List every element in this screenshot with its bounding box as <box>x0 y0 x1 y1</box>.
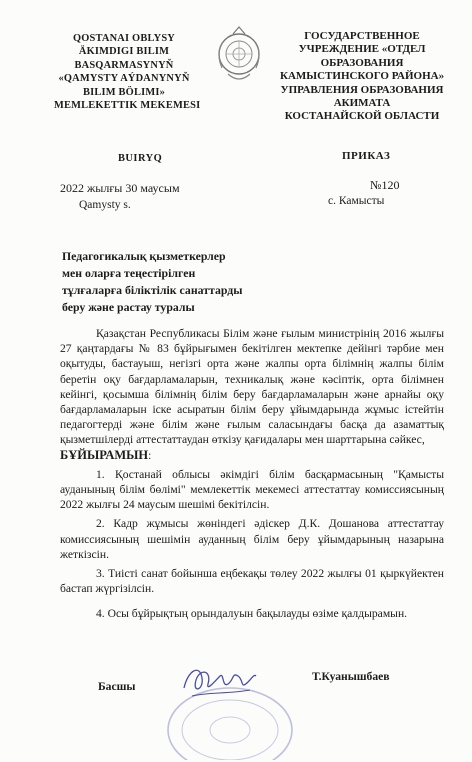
header-left-line: BASQARMASYNYŇ <box>74 59 174 71</box>
header-right-line: ГОСУДАРСТВЕННОЕ <box>304 30 420 42</box>
doc-type-kazakh: BUIRYQ <box>118 153 163 164</box>
order-item-4: 4. Осы бұйрықтың орындалуын бақылауды өзіме қалдырамын. <box>96 607 408 621</box>
order-colon: : <box>148 448 152 462</box>
header-left-line: BILIM BÖLIMI» <box>83 86 165 98</box>
signatory-title: Басшы <box>98 680 136 693</box>
order-word-line <box>60 448 444 463</box>
title-line: мен оларға теңестірілген <box>62 266 196 280</box>
doc-type-russian: ПРИКАЗ <box>342 150 391 162</box>
title-line: Педагогикалық қызметкерлер <box>62 249 226 263</box>
order-number: №120 <box>370 178 400 192</box>
order-item-1: 1. Қостанай облысы әкімдігі білім басқармасының "Қамысты ауданының білім бөлімі" мемлекеттік мекемесі аттестаттау комиссиясының 2022 жылғы 24 маусым шешімі бекітілсін. <box>60 467 444 512</box>
header-left-line: MEMLEKETTIK MEKEMESI <box>54 100 201 112</box>
order-word: БҰЙЫРАМЫН <box>60 447 149 462</box>
signatory-name: Т.Куанышбаев <box>312 670 390 683</box>
header-left-line: ÄKIMDIGI BILIM <box>78 46 170 58</box>
title-line: беру және растау туралы <box>62 300 195 314</box>
order-title <box>62 248 322 316</box>
order-date: 2022 жылғы 30 маусым <box>60 181 180 195</box>
header-right-line: ОБРАЗОВАНИЯ <box>320 56 404 69</box>
order-item-3: 3. Тиісті санат бойынша еңбекақы төлеу 2022 жылғы 01 қыркүйектен бастап жүргізілсін. <box>60 567 444 596</box>
title-line: тұлғаларға біліктілік санаттарды <box>62 283 243 297</box>
header-left-line: QOSTANAI OBLYSY <box>72 33 176 44</box>
header-right-line: КАМЫСТИНСКОГО РАЙОНА» <box>280 70 445 83</box>
place-russian: с. Камысты <box>328 195 385 207</box>
place-kazakh: Qamysty s. <box>79 199 131 211</box>
header-right-line: УЧРЕЖДЕНИЕ «ОТДЕЛ <box>298 43 426 56</box>
header-right-line: АКИМАТА <box>333 97 391 110</box>
handwritten-signature-icon <box>178 650 258 710</box>
header-right-line: КОСТАНАЙСКОЙ ОБЛАСТИ <box>284 110 440 123</box>
body-intro: Қазақстан Республикасы Білім және ғылым министрінің 2016 жылғы 27 қаңтардағы № 83 бұйрығымен бекітілген мектепке дейінгі тәрбие мен оқытуды, бастауыш, негізгі орта және жалпы орта білімнің жалпы білім беретін оқу бағдарламаларын, техникалық және кәсіптік, орта білімнен кейінгі, қосымша білімнің білім беру бағдарламаларын және арнайы оқу бағдарламаларын іске асыратын білім беру ұйымдарында жұмыс істейтін педагогтерді және білім және ғылым саласындағы басқа да азаматтық қызметшілерді аттестаттаудан өткізу қағидалары мен шарттарына сәйкес, <box>60 327 444 447</box>
order-body <box>60 326 444 622</box>
header-left-line: «QAMYSTY AÝDANYNYŇ <box>58 73 190 85</box>
kazakhstan-emblem-icon <box>214 24 264 90</box>
header-left-latin <box>54 32 201 112</box>
header-right-line: УПРАВЛЕНИЯ ОБРАЗОВАНИЯ <box>280 83 444 96</box>
header-right-cyrillic <box>280 30 444 124</box>
order-item-2: 2. Кадр жұмысы жөніндегі әдіскер Д.К. Дошанова аттестаттау комиссиясының шешімін ауданның білім беру ұйымдарының назарына жеткізсін. <box>60 517 444 561</box>
